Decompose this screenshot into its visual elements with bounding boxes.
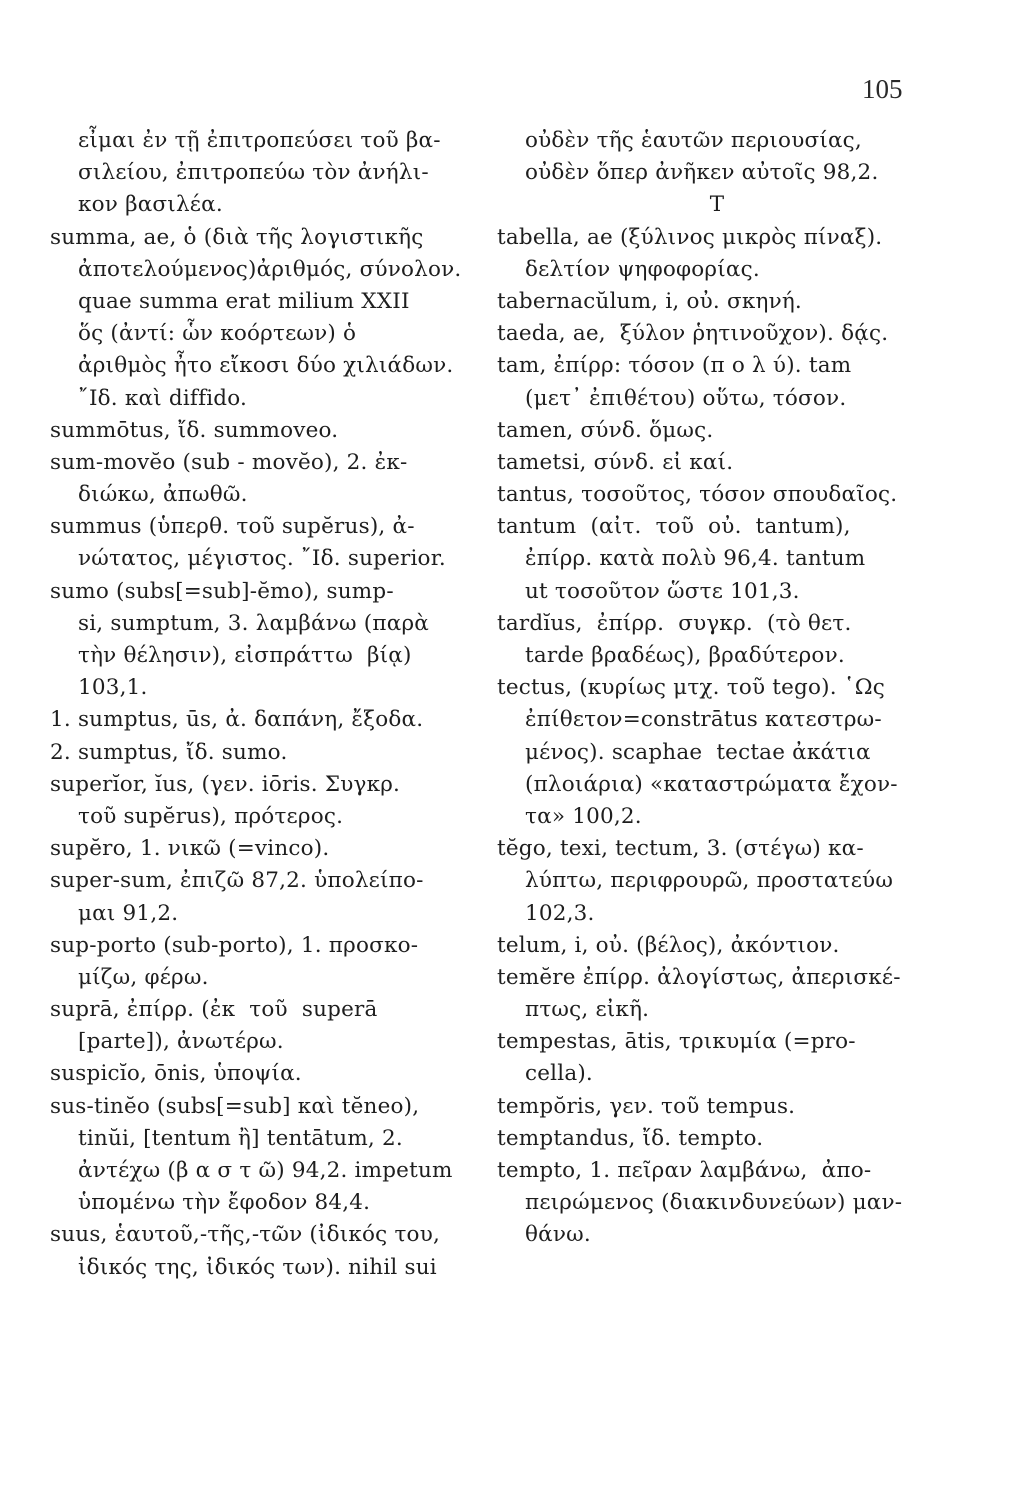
- dictionary-line: tamen, σύνδ. ὅμως.: [497, 417, 714, 443]
- dictionary-line: τα» 100,2.: [525, 803, 642, 829]
- dictionary-line: sup-porto (sub-porto), 1. προσκο-: [50, 932, 419, 958]
- dictionary-line: ἐπίθετον=constrātus κατεστρω-: [525, 707, 882, 733]
- dictionary-line: μαι 91,2.: [78, 900, 179, 926]
- dictionary-line: τὴν θέλησιν), εἰσπράττω βίᾳ): [78, 643, 412, 668]
- dictionary-line: (πλοιάρια) «καταστρώματα ἔχον-: [525, 771, 898, 797]
- dictionary-line: διώκω, ἀπωθῶ.: [78, 482, 248, 508]
- dictionary-line: sum-movĕo (sub - movĕo), 2. ἐκ-: [50, 449, 408, 475]
- dictionary-line: suus, ἑαυτοῦ,-τῆς,-τῶν (ἰδικός του,: [50, 1222, 441, 1248]
- dictionary-line: tectus, (κυρίως μτχ. τοῦ tego). ῾Ως: [497, 675, 886, 701]
- dictionary-line: ut τοσοῦτον ὥστε 101,3.: [525, 578, 800, 604]
- dictionary-line: ὑπομένω τὴν ἔφοδον 84,4.: [78, 1190, 371, 1216]
- dictionary-line: summōtus, ἴδ. summoveo.: [50, 417, 339, 443]
- dictionary-line: 102,3.: [525, 900, 595, 926]
- dictionary-line: tempto, 1. πεῖραν λαμβάνω, ἀπο-: [497, 1158, 872, 1183]
- dictionary-line: ἐπίρρ. κατὰ πολὺ 96,4. tantum: [525, 546, 866, 572]
- dictionary-line: ἀποτελούμενος)ἀριθμός, σύνολον.: [78, 256, 462, 282]
- dictionary-line: ὅς (ἀντί: ὧν κοόρτεων) ὁ: [78, 321, 357, 347]
- dictionary-line: quae summa erat milium XXII: [78, 288, 410, 314]
- dictionary-line: suspicĭo, ōnis, ὑποψία.: [50, 1061, 302, 1087]
- dictionary-line: 1. sumptus, ūs, ἀ. δαπάνη, ἔξοδα.: [50, 707, 424, 733]
- dictionary-line: tam, ἐπίρρ: τόσον (π ο λ ύ). tam: [497, 353, 852, 379]
- dictionary-line: tardĭus, ἐπίρρ. συγκρ. (τὸ θετ.: [497, 610, 852, 636]
- dictionary-line: ἀριθμὸς ἦτο εἴκοσι δύο χιλιάδων.: [78, 353, 454, 379]
- dictionary-line: κον βασιλέα.: [78, 192, 223, 218]
- dictionary-line: tabella, ae (ξύλινος μικρὸς πίναξ).: [497, 224, 883, 250]
- dictionary-line: 2. sumptus, ἴδ. sumo.: [50, 739, 288, 765]
- left-column: [50, 125, 480, 1284]
- dictionary-line: ἰδικός της, ἰδικός των). nihil sui: [78, 1254, 437, 1280]
- dictionary-line: [parte]), ἀνωτέρω.: [78, 1029, 284, 1055]
- dictionary-line: δελτίον ψηφοφορίας.: [525, 256, 760, 282]
- dictionary-line: ἀντέχω (β α σ τ ῶ) 94,2. impetum: [78, 1158, 453, 1183]
- dictionary-line: ῎Ιδ. καὶ diffido.: [78, 385, 248, 411]
- dictionary-line: tametsi, σύνδ. εἰ καί.: [497, 449, 734, 475]
- dictionary-line: μίζω, φέρω.: [78, 964, 209, 990]
- dictionary-line: summa, ae, ὁ (διὰ τῆς λογιστικῆς: [50, 224, 424, 250]
- dictionary-line: tinŭi, [tentum ἢ] tentātum, 2.: [78, 1125, 403, 1151]
- dictionary-line: τοῦ supĕrus), πρότερος.: [78, 803, 344, 829]
- dictionary-line: σιλείου, ἐπιτροπεύω τὸν ἀνήλι-: [78, 160, 429, 186]
- dictionary-line: tabernacŭlum, i, οὐ. σκηνή.: [497, 288, 802, 314]
- dictionary-line: summus (ὑπερθ. τοῦ supĕrus), ἀ-: [50, 514, 415, 540]
- dictionary-line: θάνω.: [525, 1222, 591, 1248]
- dictionary-line: superĭor, ĭus, (γεν. iōris. Συγκρ.: [50, 771, 401, 797]
- dictionary-line: temptandus, ἴδ. tempto.: [497, 1125, 764, 1151]
- dictionary-line: μένος). scaphae tectae ἀκάτια: [525, 739, 871, 765]
- dictionary-line: οὐδὲν τῆς ἑαυτῶν περιουσίας,: [525, 128, 862, 153]
- dictionary-line: tarde βραδέως), βραδύτερον.: [525, 643, 845, 668]
- dictionary-line: telum, i, οὐ. (βέλος), ἀκόντιον.: [497, 932, 840, 958]
- dictionary-line: temĕre ἐπίρρ. ἀλογίστως, ἀπερισκέ-: [497, 964, 901, 990]
- dictionary-line: tantum (αἰτ. τοῦ οὐ. tantum),: [497, 514, 851, 540]
- dictionary-line: tempestas, ātis, τρικυμία (=pro-: [497, 1029, 856, 1055]
- dictionary-line: tantus, τοσοῦτος, τόσον σπουδαῖος.: [497, 482, 898, 508]
- dictionary-line: suprā, ἐπίρρ. (ἐκ τοῦ superā: [50, 997, 378, 1023]
- dictionary-line: super-sum, ἐπιζῶ 87,2. ὑπολείπο-: [50, 868, 424, 894]
- dictionary-line: (μετ᾽ ἐπιθέτου) οὕτω, τόσον.: [525, 385, 847, 411]
- dictionary-line: 103,1.: [78, 675, 148, 701]
- dictionary-line: πειρώμενος (διακινδυνεύων) μαν-: [525, 1190, 903, 1216]
- dictionary-line: supĕro, 1. νικῶ (=vinco).: [50, 836, 330, 862]
- dictionary-line: cella).: [525, 1061, 593, 1087]
- page-number: 105: [862, 74, 903, 104]
- dictionary-line: sumo (subs[=sub]-ĕmo), sump-: [50, 578, 394, 604]
- dictionary-line: tempŏris, γεν. τοῦ tempus.: [497, 1093, 796, 1119]
- dictionary-line: taeda, ae, ξύλον ῥητινοῦχον). δᾴς.: [497, 321, 889, 347]
- dictionary-line: πτως, εἰκῆ.: [525, 997, 650, 1023]
- section-letter: T: [709, 192, 725, 218]
- dictionary-line: tĕgo, texi, tectum, 3. (στέγω) κα-: [497, 836, 864, 862]
- dictionary-line: sus-tinĕo (subs[=sub] καὶ tĕneo),: [50, 1093, 420, 1119]
- dictionary-line: εἶμαι ἐν τῇ ἐπιτροπεύσει τοῦ βα-: [78, 128, 441, 153]
- dictionary-line: οὐδὲν ὅπερ ἀνῆκεν αὐτοῖς 98,2.: [525, 160, 879, 186]
- right-column: [497, 125, 937, 1252]
- dictionary-line: si, sumptum, 3. λαμβάνω (παρὰ: [78, 610, 429, 636]
- dictionary-line: λύπτω, περιφρουρῶ, προστατεύω: [525, 868, 894, 894]
- dictionary-line: νώτατος, μέγιστος. ῎Ιδ. superior.: [78, 546, 446, 572]
